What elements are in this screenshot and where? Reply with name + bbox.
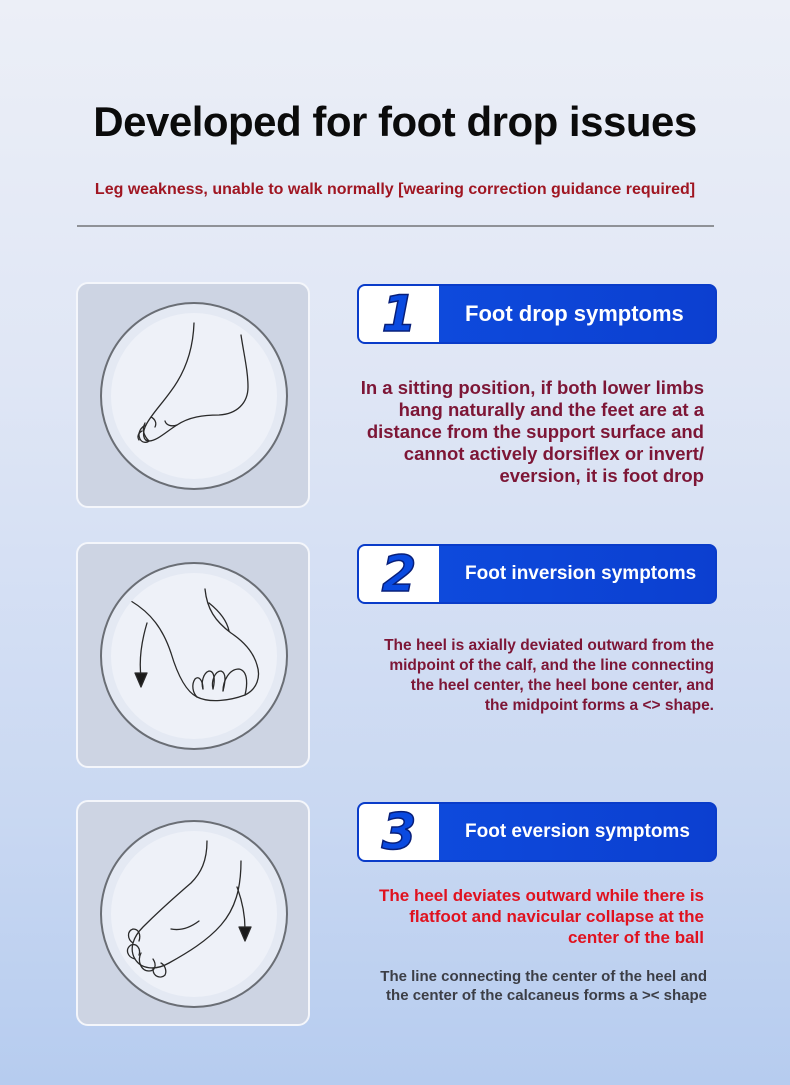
foot-inversion-heading [357,544,717,604]
foot-inversion-card [76,542,310,768]
number-badge: 1 [381,285,417,343]
foot-eversion-description: The heel deviates outward while there is flatfoot and navicular collapse at the center of the ball [379,886,704,947]
divider [77,225,714,227]
foot-drop-card [76,282,310,508]
foot-eversion-card [76,800,310,1026]
number-badge: 2 [381,545,417,603]
heading-label: Foot eversion symptoms [465,821,690,842]
foot-drop-heading [357,284,717,344]
number-badge: 3 [381,803,417,861]
foot-drop-illustration-icon [111,313,277,479]
foot-inversion-illustration-icon [111,573,277,739]
illustration-circle [100,820,288,1008]
illustration-circle [100,302,288,490]
heading-label: Foot inversion symptoms [465,563,697,584]
foot-drop-description: In a sitting position, if both lower limbs hang naturally and the feet are at a distance from the support surface and cannot actively dorsiflex or invert/ eversion, it is foot drop [360,377,704,486]
foot-eversion-illustration-icon [111,831,277,997]
foot-eversion-note: The line connecting the center of the heel and the center of the calcaneus forms a >< shape [380,968,707,1004]
page-title: Developed for foot drop issues [93,98,697,145]
heading-label: Foot drop symptoms [465,301,684,326]
page-subtitle: Leg weakness, unable to walk normally [wearing correction guidance required] [94,181,696,198]
foot-eversion-heading [357,802,717,862]
foot-inversion-description: The heel is axially deviated outward from the midpoint of the calf, and the line connecting the heel center, the heel bone center, and the midpoint forms a <> shape. [384,637,714,714]
illustration-circle [100,562,288,750]
